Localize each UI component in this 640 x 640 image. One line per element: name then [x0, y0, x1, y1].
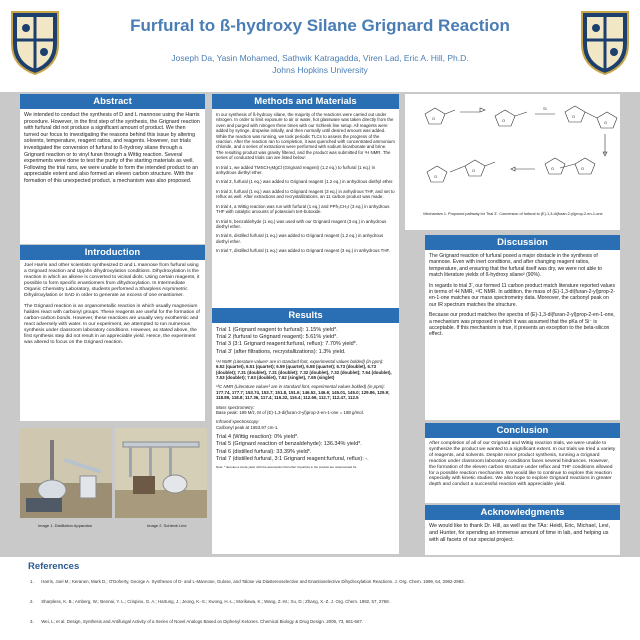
reference-item: [30, 579, 630, 584]
methods-section: [212, 94, 399, 324]
conclusion-section: [425, 423, 620, 503]
h-nmr-header: ¹H NMR (Literature values¹ are in standard font, experimental values bolded) (in ppm):: [216, 358, 384, 364]
ir-values: Carbonyl peak at 1653.97 cm-1.: [216, 424, 279, 430]
trial-item: In trial 4, a Wittig reaction was run with furfural (1 eq.) and PPh₃CH₃I (3 eq.) in anhydrous THF with catalytic amounts of potassium tert-butoxide.: [216, 203, 390, 215]
trial-item: In trial 5, benzaldehyde (1 eq.) was used with our Grignard reagent (3 eq.) in anhydrous diethyl ether.: [216, 218, 387, 229]
distillation-apparatus-image: [20, 428, 112, 518]
svg-text:O: O: [432, 116, 436, 121]
acknowledgments-heading: Acknowledgments: [425, 505, 620, 520]
yield-item: Trial 3 (3:1 Grignard reagent:furfural, reflux): 7.70% yield*.: [216, 341, 358, 348]
discussion-paragraph: The Grignard reaction of furfural posed a major obstacle in the synthesis of mannose. Even with inert conditions, and after changing reagent ratios, temperature, and ensuring that the furfural itself was dry, we were not able to match literature yields of ß-hydroxy silane² (90%).: [429, 253, 602, 279]
svg-text:O: O: [434, 174, 438, 179]
yield-item: Trial 1 (Grignard reagent to furfural): 1.15% yield*.: [216, 327, 338, 333]
poster-header: [0, 0, 640, 92]
reference-text: Harris, Joel M.; Keranen, Mark D.; O'Doherty, George A. Syntheses of D- and L-Mannose, Gulose, and Talose via Diastereoselective and Enantioselective Dihydroxylation Reactions. J. Org. Chem. 1999, 64, 2982-2983.: [41, 579, 465, 584]
svg-text:O: O: [572, 114, 576, 119]
svg-text:O: O: [581, 166, 585, 171]
trial-item: In trial 6, distilled furfural (1 eq.) was added to Grignard reagent (1.2 eq.) in anhydrous diethyl ether.: [216, 233, 384, 244]
note-label: Note:: [216, 465, 224, 470]
abstract-text: We intended to conduct the synthesis of D and L mannose using the Harris procedure. However, in the first step of the synthesis, the Grignard reaction with furfural did not produce a significant amount of product. We then turned our focus to investigating the reasons behind this issue by altering solvents, temperature, reagent ratios, and reagents. However, our trials investigated the conversion of furfural to ß-hydroxy silane through a Grignard reaction or to vinyl furan through a Wittig reaction. Several experiments were done to test the purity of the starting materials as well. Following the trial runs, we were unable to form the intended product to an appreciable extent and also formed an eleven carbon structure. With the formation of this unexpected product, a mechanism was also proposed.: [24, 112, 200, 184]
conclusion-text: After completion of all of our Grignard and Wittig reaction trials, we were unable to synthesize the product we wanted to a significant extent. In our trials we tried a variety of reagents, and solvents. Despite minor product synthesis, running a Grignard reaction under classroom laboratory conditions faces several hindrances. However, the formation of the eleven carbon structure under reflux and THF conditions allowed for a possible reaction mechanism. We would like to continue to explore this reaction especially with kinetic studies. We also hope to explore Grignard reactions in greater depth and conduct a successful reaction with appreciable yield.: [429, 441, 616, 488]
mechanism-figure: [405, 94, 620, 230]
abstract-heading: Abstract: [20, 94, 205, 109]
poster-title: Furfural to ß-hydroxy Silane Grignard Reaction: [130, 16, 510, 35]
intro-paragraph: Joel Harris and other scientists synthesized D and L mannose from furfural using a Grignard reaction and Upjohn dihydroxylation conditions. Dihydroxylation is the reaction in which an alkene is converted to vicinal diols. Using certain reagents, it possible to form specific enantiomers from dihydroxylation. In Intermediate Organic Chemistry Laboratory, students performed a Sharpless Asymmetric Dihydroxylation or SAD in order to generate an excess of one enantiomer.: [24, 263, 200, 299]
mass-spec-values: Base peak: 189 M/z, M of (E)-1,3-di(furan-2-yl)prop-2-en-1-one = 188 g/mol.: [216, 410, 365, 416]
reference-text: Sharpless, K. B.; Amberg, W.; Bennai, Y. L.; Crispino, G. A.; Hartung, J.; Jeong, K.-S.; Kwong, H.-L.; Morikawa, K.; Wang, Z.-M.; Xu, D.; Zhang, X.-Z. J. Org. Chem. 1992, 57, 2768.: [41, 599, 390, 604]
discussion-paragraph: In regards to trial 3', our formed 11 carbon product match literature reported values in terms of ¹H NMR, ¹³C NMR. In addition, the mass of (E)-1,3-di(furan-2-yl)prop-2-en-1-one matches our mass spectrometry data. Moreover, the carbonyl peak on our IR spectrum matches the structure.: [429, 282, 616, 308]
later-trial-item: Trial 4 (Wittig reaction): 0% yield*.: [216, 434, 299, 441]
introduction-section: [20, 245, 205, 421]
c-nmr-header: ¹³C NMR (Literature values³ are in standard font, experimental values bolded) (in ppm):: [216, 384, 385, 390]
reference-number: 2.: [30, 599, 34, 604]
svg-text:Si: Si: [543, 106, 547, 111]
later-trial-item: Trial 7 (distilled furfural, 3:1 Grignard reagent:furfural, reflux): -.: [216, 455, 369, 462]
later-trial-item: Trial 5 (Grignard reaction of benzaldehyde): 136.34% yield*.: [216, 441, 362, 448]
mass-spec-header: Mass spectrometry:: [216, 404, 255, 410]
results-heading: Results: [212, 308, 399, 323]
schlenk-line-image: [115, 428, 207, 518]
results-section: [212, 308, 399, 554]
reference-text: Wei, L; et al. Design, Synthesis and Antifungal Activity of a Series of Novel Analogs Based on Diphenyl Ketones. Chemical Biology & Drug Design. 2009, 73, 661-667.: [41, 619, 364, 624]
trial-item: In trial 3, furfural (1 eq.) was added to Grignard reagent (3 eq.) in anhydrous THF, and set to reflux as well. After extractions and recrystallizations, an 11 carbon product was made.: [216, 188, 395, 200]
c-nmr-values: 177.74, 177.7; 153.74, 153.7; 151.8, 151.6; 146.52, 146.6; 145.01, 145.0; 129.86, 129.9; 118.89, 118.8; 117.36, 117.4; 116.32, 116.4; 112.69, 112.7; 112.47, 112.5: [216, 389, 390, 401]
acknowledgments-section: [425, 505, 620, 555]
svg-text:O: O: [551, 166, 555, 171]
trial-item: In trial 7, distilled furfural (1 eq.) was added to Grignard reagent (3 eq.) in anhydrous THF.: [216, 248, 390, 254]
reference-number: 1.: [30, 579, 34, 584]
author-list: [70, 52, 570, 76]
note-text: * denotes a crude yield, with the assumption that other impurities in the product are unaccounted for.: [224, 465, 358, 470]
discussion-paragraph: Because our product matches the spectra of (E)-1,3-di(furan-2-yl)prop-2-en-1-one, a mechanism was proposed in which it was assumed that the pKa of Si⁻ is acceptable. If this mechanism is true, it presents an exception to the beta-silicon effect.: [429, 312, 615, 338]
image2-caption: Image 2. Schlenk Line: [147, 523, 187, 528]
introduction-heading: Introduction: [20, 245, 205, 260]
methods-heading: Methods and Materials: [212, 94, 399, 109]
references-heading: References: [28, 561, 80, 572]
authors: Joseph Da, Yasin Mohamed, Sathwik Katragadda, Viren Lad, Eric A. Hill, Ph.D.: [171, 53, 469, 63]
yield-item: Trial 3' (after filtrations, recrystallizations): 1.3% yield.: [216, 348, 346, 355]
mechanism-diagram: [405, 94, 620, 212]
image1-caption: Image 1. Distillation Apparatus: [38, 523, 93, 528]
later-trial-item: Trial 6 (distilled furfural): 33.39% yield*.: [216, 448, 312, 455]
discussion-heading: Discussion: [425, 235, 620, 250]
abstract-section: [20, 94, 205, 244]
trial-item: In trial 1, we added TMSCH₂MgCl (Grignard reagent) (1.2 eq.) to furfural (1 eq.) in anhydrous diethyl ether.: [216, 164, 376, 176]
acknowledgments-text: We would like to thank Dr. Hill, as well as the TAs: Heidi, Eric, Michael, Levi, and Hunter, for spending an immense amount of time in lab, and helping us with all facets of our special project.: [429, 523, 610, 543]
methods-paragraph: In our synthesis of ß-hydroxy silane, the majority of the reactions were carried out under nitrogen. In order to limit exposure to air or water, hot glassware was taken directly from the oven and purged with nitrogen three times with our Schlenk line setup. All reagents were added by syringe, dropwise initially, and then normally until desired amount was added. While the reaction was running, we took periodic TLCs to assess the progress of the reaction. After the reaction ran to completion, it was quenched with concentrated ammonium chloride, and a series of extractions were performed with sodium bicarbonate and brine. The resulting product was gravity filtered, and the product was submitted for ¹H NMR. The series of conducted trials can are listed below:: [216, 112, 395, 161]
ir-header: Infrared spectroscopy:: [216, 419, 260, 425]
conclusion-heading: Conclusion: [425, 423, 620, 438]
svg-text:O: O: [502, 118, 506, 123]
reference-item: [30, 599, 630, 604]
svg-text:O: O: [604, 120, 608, 125]
mechanism-caption: Mechanism 1. Proposed pathway for Trial 3'. Conversion of furfural to (E)-1,3-di(furan-2-yl)prop-2-en-1-one: [423, 212, 603, 216]
reference-item: [30, 619, 630, 624]
intro-paragraph: The Grignard reaction is an organometallic reaction in which usually magnesium halides react with carbonyl groups. These reagents are useful for the formation of carbon-carbon bonds. However, these reactions are usually very exothermic and react adversely with water. In our experiment, we attempted to run numerous synthesis under classroom laboratory conditions. However, as stated above, the first synthesis step did not result in an appreciable yield. Hence, the experiment was altered to focus on the Grignard reaction.: [24, 303, 200, 346]
references-section: [0, 557, 640, 640]
reference-number: 3.: [30, 619, 34, 624]
trial-item: In trial 2, furfural (1 eq.) was added to Grignard reagent (1.2 eq.) in anhydrous diethyl ether.: [216, 179, 394, 185]
svg-text:O: O: [472, 168, 476, 173]
university-crest-icon: [8, 8, 62, 76]
university-crest-icon: [578, 8, 632, 76]
h-nmr-values: 6.52 (quartet), 6.51 (quartet); 6.59 (quartet), 6.58 (quartet); 6.73 (doublet), 6.73 (doublet); 7.31 (doublet), 7.31 (doublet); 7.32 (doublet), 7.32 (doublet); 7.54 (doublet), 7.53 (doublet); 7.63 (doublet), 7.62 (singlet), 7.65 (singlet): [216, 364, 392, 381]
affiliation: Johns Hopkins University: [272, 65, 368, 75]
yield-item: Trial 2 (furfural to Grignard reagent): 5.61% yield*.: [216, 334, 338, 341]
discussion-section: [425, 235, 620, 420]
